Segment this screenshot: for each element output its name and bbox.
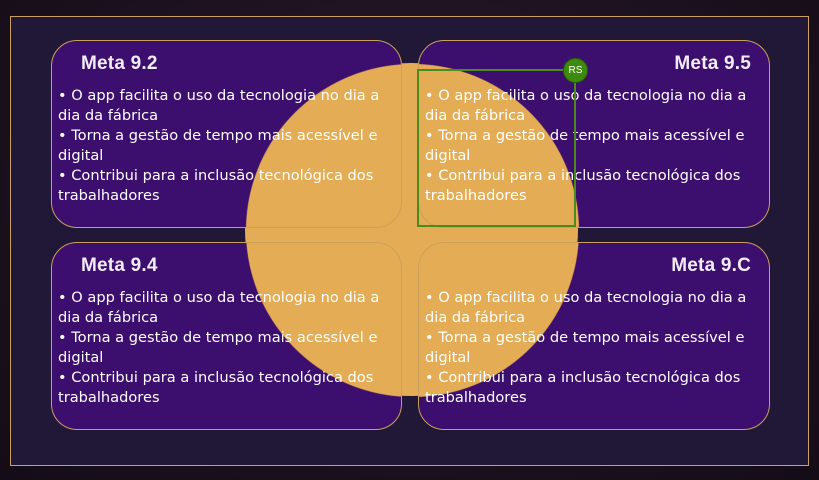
bullet-item: • O app facilita o uso da tecnologia no dia a dia da fábrica: [425, 289, 747, 326]
bullet-item: • Contribui para a inclusão tecnológica dos trabalhadores: [425, 369, 741, 406]
bullet-item: • Contribui para a inclusão tecnológica dos trabalhadores: [58, 167, 374, 204]
bullet-item: • Contribui para a inclusão tecnológica dos trabalhadores: [425, 167, 741, 204]
card-bullets: [58, 86, 398, 206]
card-meta-9-2[interactable]: [51, 40, 402, 228]
bullet-item: • O app facilita o uso da tecnologia no dia a dia da fábrica: [58, 87, 380, 124]
card-meta-9-4[interactable]: [51, 242, 402, 430]
bullet-item: • O app facilita o uso da tecnologia no dia a dia da fábrica: [58, 289, 380, 326]
bullet-item: • Contribui para a inclusão tecnológica dos trabalhadores: [58, 369, 374, 406]
bullet-item: • Torna a gestão de tempo mais acessível e digital: [58, 329, 378, 366]
collaborator-avatar[interactable]: RS: [563, 58, 588, 83]
card-bullets: [425, 288, 765, 408]
card-meta-9-c[interactable]: [418, 242, 770, 430]
card-title: Meta 9.4: [81, 255, 158, 276]
card-bullets: [58, 288, 398, 408]
bullet-item: • Torna a gestão de tempo mais acessível e digital: [425, 127, 745, 164]
bullet-item: • O app facilita o uso da tecnologia no dia a dia da fábrica: [425, 87, 747, 124]
bullet-item: • Torna a gestão de tempo mais acessível e digital: [58, 127, 378, 164]
collaborator-selection-frame: [417, 69, 576, 227]
card-title: Meta 9.5: [674, 53, 751, 74]
bullet-item: • Torna a gestão de tempo mais acessível e digital: [425, 329, 745, 366]
card-title: Meta 9.2: [81, 53, 158, 74]
card-title: Meta 9.C: [671, 255, 751, 276]
